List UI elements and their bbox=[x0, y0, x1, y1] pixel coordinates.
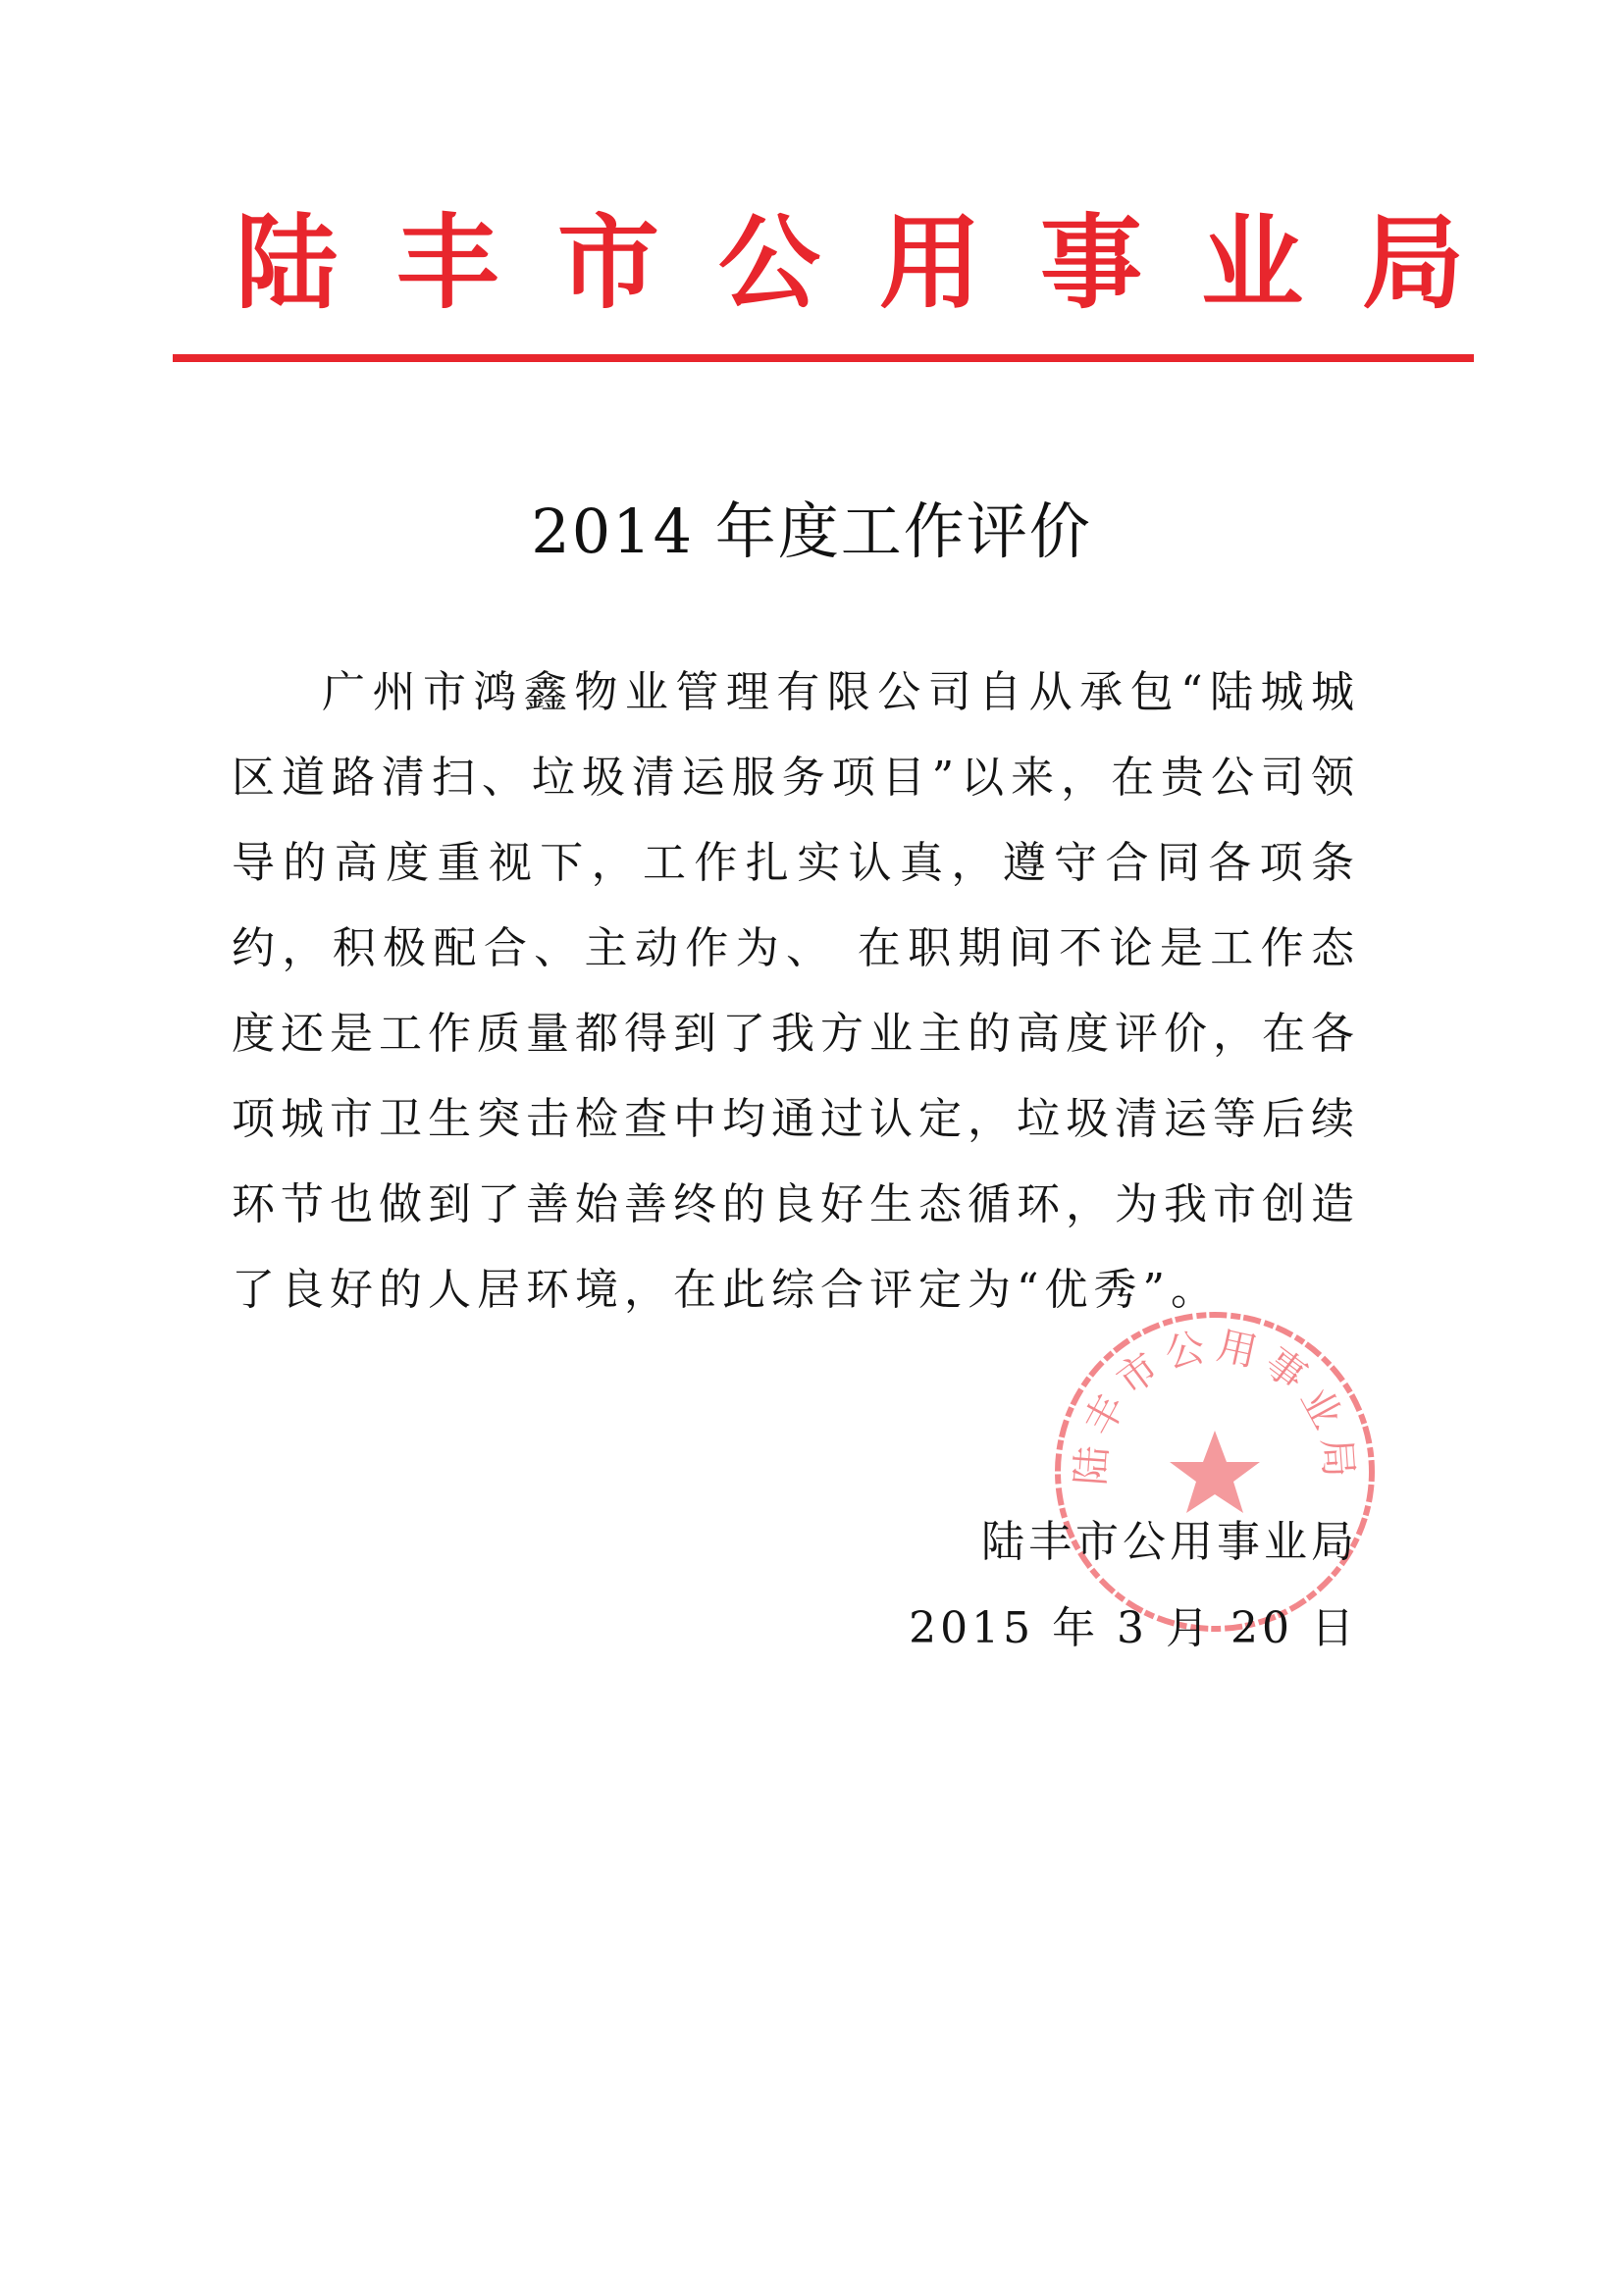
letterhead-title: 陆丰市公用事业局 bbox=[236, 203, 1524, 323]
letterhead-divider bbox=[173, 354, 1474, 362]
signature-date: 2015 年 3 月 20 日 bbox=[909, 1603, 1358, 1653]
document-title: 2014 年度工作评价 bbox=[531, 496, 1092, 567]
seal-text: 陆丰市公用事业局 bbox=[1068, 1323, 1362, 1487]
signature-block bbox=[909, 1499, 1358, 1672]
document-body: 广州市鸿鑫物业管理有限公司自从承包“陆城城区道路清扫、垃圾清运服务项目”以来，在贵公司领导的高度重视下，工作扎实认真，遵守合同各项条约，积极配合、主动作为、 在职期间不论是工作态度还是工作质量都得到了我方业主的高度评价，在各项城市卫生突击检查中均通过认定，垃圾清运等后续环节也做到了善始善终的良好生态循环，为我市创造了良好的人居环境，在此综合评定为“优秀”。 bbox=[232, 667, 1360, 1315]
signature-org: 陆丰市公用事业局 bbox=[981, 1517, 1358, 1567]
